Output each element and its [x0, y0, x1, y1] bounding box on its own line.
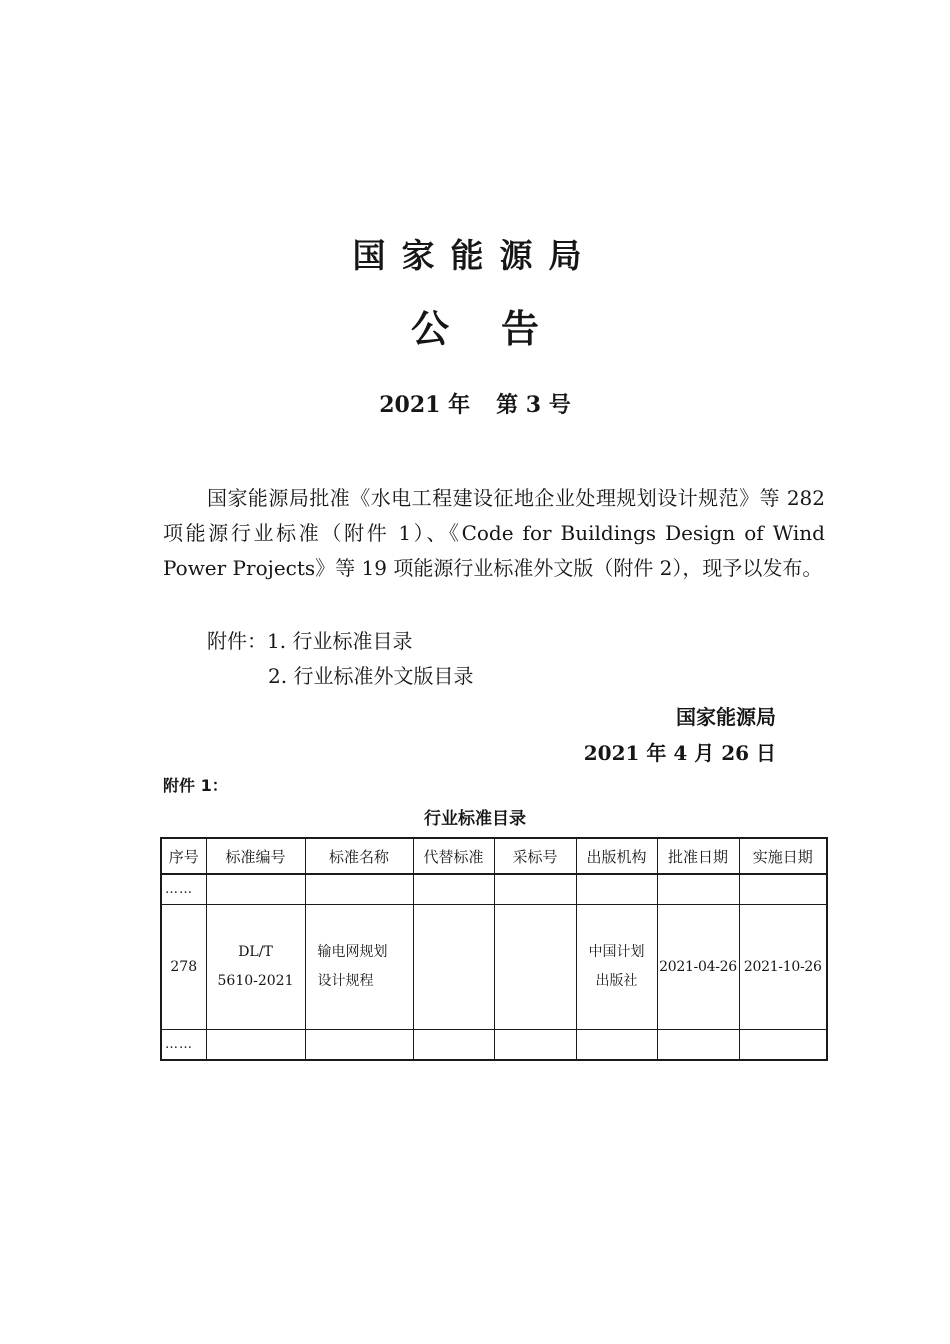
notice-title [0, 298, 950, 353]
table-row-ellipsis-bottom [161, 1030, 827, 1061]
table-row-ellipsis-top [161, 874, 827, 905]
row-standard-code: DL/T 5610-2021 [206, 905, 305, 1030]
table-row [161, 905, 827, 1030]
header-publisher: 出版机构 [576, 838, 657, 874]
header-standard-name: 标准名称 [305, 838, 413, 874]
ellipsis-cell: …… [161, 874, 206, 905]
row-effective-date: 2021-10-26 [739, 905, 827, 1030]
header-effective-date: 实施日期 [739, 838, 827, 874]
attachment-item-1: 附件：1. 行业标准目录 [207, 629, 413, 653]
row-standard-name: 输电网规划 设计规程 [305, 905, 413, 1030]
header-adopted-standard: 采标号 [494, 838, 576, 874]
issuing-organization-title: 国家能源局 [352, 236, 598, 275]
row-serial: 278 [161, 905, 206, 1030]
header-standard-code: 标准编号 [206, 838, 305, 874]
notice-body-paragraph: 国家能源局批准《水电工程建设征地企业处理规划设计规范》等 282 项能源行业标准（附件 1）、《Code for Buildings Design of Wind Power Projects》等 19 项能源行业标准外文版（附件 2），现予以发布。 [163, 486, 825, 580]
header-replaced-standard: 代替标准 [413, 838, 494, 874]
row-adopted-standard [494, 905, 576, 1030]
table-title: 行业标准目录 [424, 809, 526, 829]
attachment-item-2: 2. 行业标准外文版目录 [268, 664, 474, 688]
header-approval-date: 批准日期 [657, 838, 739, 874]
row-publisher: 中国计划 出版社 [576, 905, 657, 1030]
standards-table [160, 837, 828, 1061]
notice-title-char-1: 公 [410, 307, 449, 351]
notice-issue: 第 3 号 [496, 392, 571, 418]
row-replaced-standard [413, 905, 494, 1030]
signature-organization: 国家能源局 [676, 705, 776, 729]
header-serial: 序号 [161, 838, 206, 874]
notice-title-char-2: 告 [501, 307, 540, 351]
table-header-row [161, 838, 827, 874]
notice-number [0, 388, 950, 419]
signature-date: 2021 年 4 月 26 日 [583, 741, 776, 765]
ellipsis-cell: …… [161, 1030, 206, 1061]
notice-year: 2021 年 [379, 392, 471, 418]
attachment-label: 附件 1： [163, 776, 228, 795]
row-approval-date: 2021-04-26 [657, 905, 739, 1030]
